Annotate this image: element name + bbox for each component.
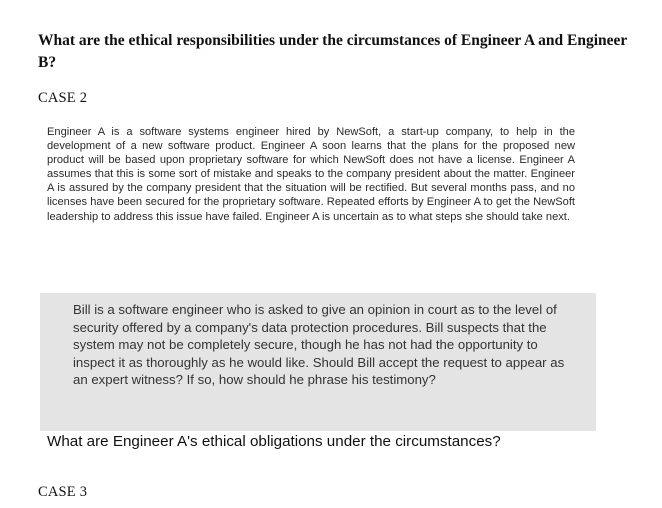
case-2-heading: CASE 2 [38, 90, 88, 106]
case-2-text: Engineer A is a software systems engineer hired by NewSoft, a start-up company, to help in the development of a new software product. Engineer A soon learns that the plans for the proposed new product will be based upon proprietary software for which NewSoft does not have a license. Engineer A assumes that this is some sort of mistake and speaks to the company president about the matter. Engineer A is assured by the company president that the situation will be rectified. But several months pass, and no licenses have been secured for the proprietary software. Repeated efforts by Engineer A to get the NewSoft leadership to address this issue have failed. Engineer A is uncertain as to what steps she should take next. [47, 126, 575, 223]
case-3-heading: CASE 3 [38, 484, 88, 500]
main-question: What are the ethical responsibilities under the circumstances of Engineer A and Engineer B? [38, 32, 628, 71]
scanned-excerpt-text: Bill is a software engineer who is asked to give an opinion in court as to the level of security offered by a company's data protection procedures. Bill suspects that the system may not be completely secure, though he has not had the opportunity to inspect it as thoroughly as he would like. Should Bill accept the request to appear as an expert witness? If so, how should he phrase his testimony? [73, 302, 565, 388]
follow-up-question: What are Engineer A's ethical obligations under the circumstances? [47, 433, 501, 450]
